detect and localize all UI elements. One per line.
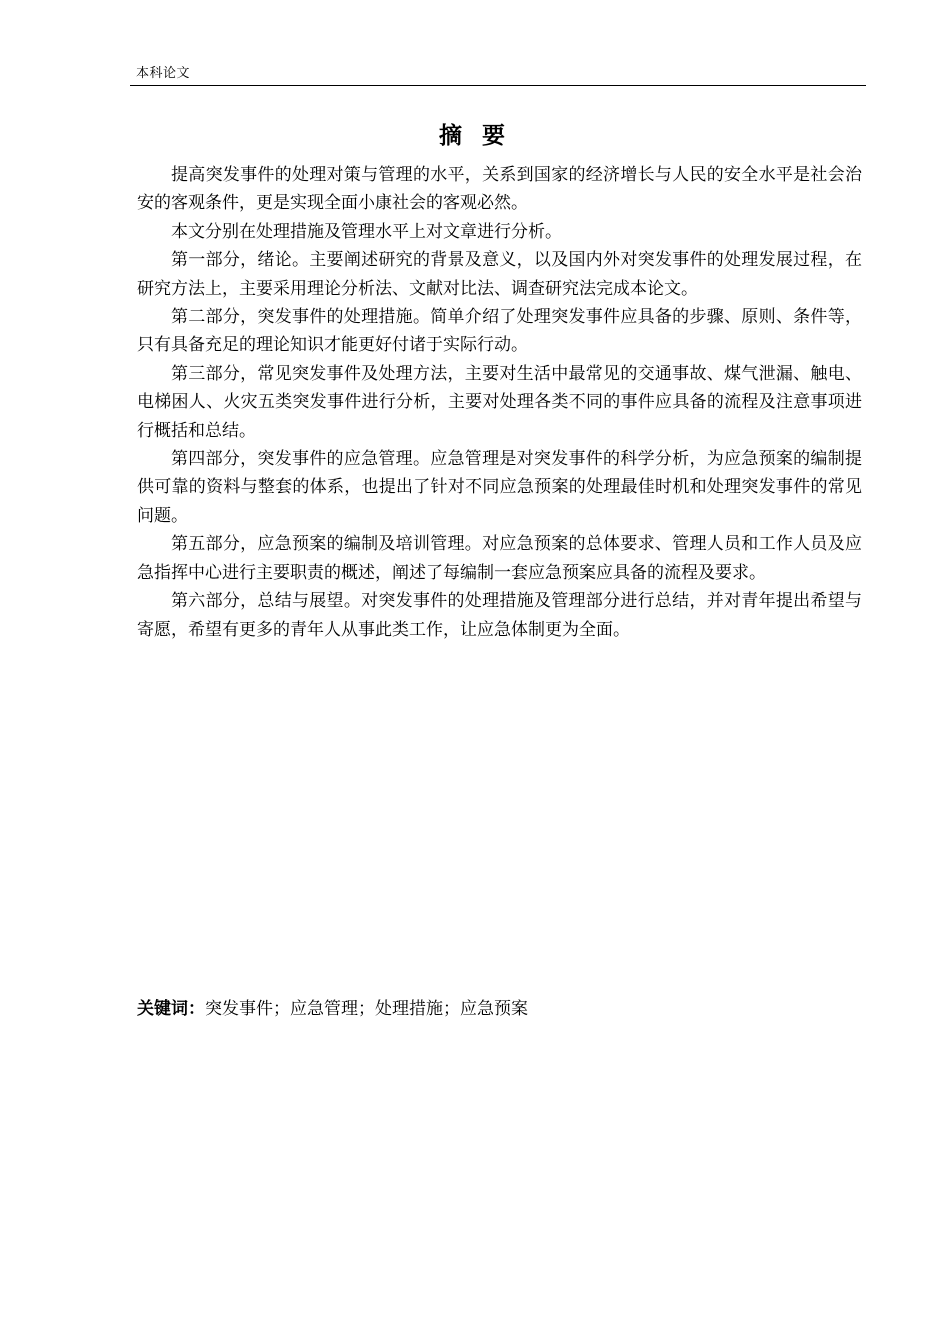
abstract-paragraph-7: 第五部分，应急预案的编制及培训管理。对应急预案的总体要求、管理人员和工作人员及应急指挥中心进行主要职责的概述，阐述了每编制一套应急预案应具备的流程及要求。 xyxy=(137,534,862,583)
abstract-paragraph-4: 第二部分，突发事件的处理措施。简单介绍了处理突发事件应具备的步骤、原则、条件等，只有具备充足的理论知识才能更好付诸于实际行动。 xyxy=(137,307,862,356)
abstract-paragraph-8: 第六部分，总结与展望。对突发事件的处理措施及管理部分进行总结，并对青年提出希望与寄愿，希望有更多的青年人从事此类工作，让应急体制更为全面。 xyxy=(137,591,862,640)
keywords-text: 突发事件；应急管理；处理措施；应急预案 xyxy=(205,999,528,1019)
running-header: 本科论文 xyxy=(136,66,191,81)
header-rule xyxy=(130,85,866,86)
abstract-paragraph-5: 第三部分，常见突发事件及处理方法，主要对生活中最常见的交通事故、煤气泄漏、触电、电梯困人、火灾五类突发事件进行分析，主要对处理各类不同的事件应具备的流程及注意事项进行概括和总结。 xyxy=(137,363,862,441)
abstract-paragraph-1: 提高突发事件的处理对策与管理的水平，关系到国家的经济增长与人民的安全水平是社会治安的客观条件，更是实现全面小康社会的客观必然。 xyxy=(137,165,862,214)
abstract-paragraph-2: 本文分别在处理措施及管理水平上对文章进行分析。 xyxy=(171,221,562,242)
abstract-paragraph-6: 第四部分，突发事件的应急管理。应急管理是对突发事件的科学分析，为应急预案的编制提供可靠的资料与整套的体系，也提出了针对不同应急预案的处理最佳时机和处理突发事件的常见问题。 xyxy=(137,449,862,526)
abstract-title: 摘 要 xyxy=(438,123,511,149)
keywords-line xyxy=(137,996,528,1022)
abstract-paragraph-3: 第一部分，绪论。主要阐述研究的背景及意义，以及国内外对突发事件的处理发展过程，在研究方法上，主要采用理论分析法、文献对比法、调查研究法完成本论文。 xyxy=(137,250,862,299)
keywords-label: 关键词： xyxy=(137,999,205,1019)
abstract-body xyxy=(137,161,862,644)
